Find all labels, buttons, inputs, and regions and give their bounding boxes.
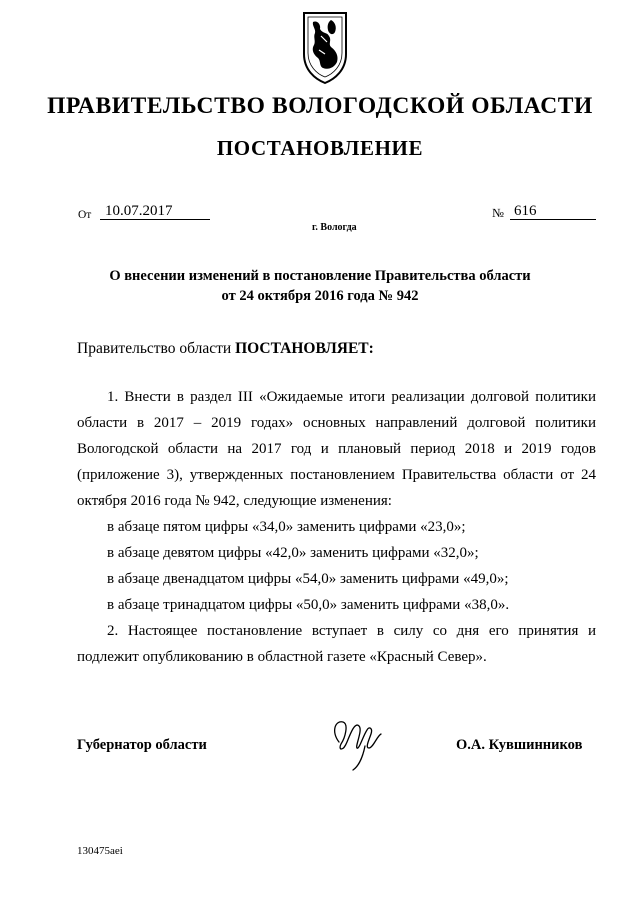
signatory-role: Губернатор области <box>77 737 207 753</box>
document-number: 616 <box>514 203 537 219</box>
number-label: № <box>492 206 504 220</box>
document-body <box>77 384 596 670</box>
government-title: ПРАВИТЕЛЬСТВО ВОЛОГОДСКОЙ ОБЛАСТИ <box>47 93 593 119</box>
amendment-item-3: в абзаце двенадцатом цифры «54,0» заменить цифрами «49,0»; <box>107 571 509 587</box>
amendment-item-4: в абзаце тринадцатом цифры «50,0» заменить цифрами «38,0». <box>107 597 510 613</box>
paragraph-1: 1. Внести в раздел III «Ожидаемые итоги реализации долговой политики области в 2017 – 2019 годах» основных направлений долговой политики Вологодской области на 2017 год и плановый период 2018 и 2019 годов (приложение 3), утвержденных постановлением Правительства области от 24 октября 2016 года № 942, следующие изменения: <box>77 389 596 509</box>
signatory-name: О.А. Кувшинников <box>456 737 583 753</box>
amendment-item-1: в абзаце пятом цифры «34,0» заменить цифрами «23,0»; <box>107 519 466 535</box>
document-type: ПОСТАНОВЛЕНИЕ <box>216 136 424 160</box>
paragraph-2: 2. Настоящее постановление вступает в силу со дня его принятия и подлежит опубликованию в областной газете «Красный Север». <box>77 623 596 665</box>
signature-icon <box>325 712 390 774</box>
preamble-verb: ПОСТАНОВЛЯЕТ: <box>235 340 374 357</box>
coat-of-arms-icon <box>301 10 349 86</box>
subject-line-2: от 24 октября 2016 года № 942 <box>221 288 419 304</box>
amendment-item-2: в абзаце девятом цифры «42,0» заменить цифрами «32,0»; <box>107 545 479 561</box>
preamble-prefix: Правительство области <box>77 340 236 357</box>
city: г. Вологда <box>312 222 357 233</box>
document-date: 10.07.2017 <box>105 203 173 219</box>
document-code: 130475aei <box>77 845 123 857</box>
subject-line-1: О внесении изменений в постановление Правительства области <box>109 268 531 284</box>
document-subject <box>0 266 640 306</box>
date-label: От <box>78 209 92 221</box>
preamble <box>77 340 374 358</box>
